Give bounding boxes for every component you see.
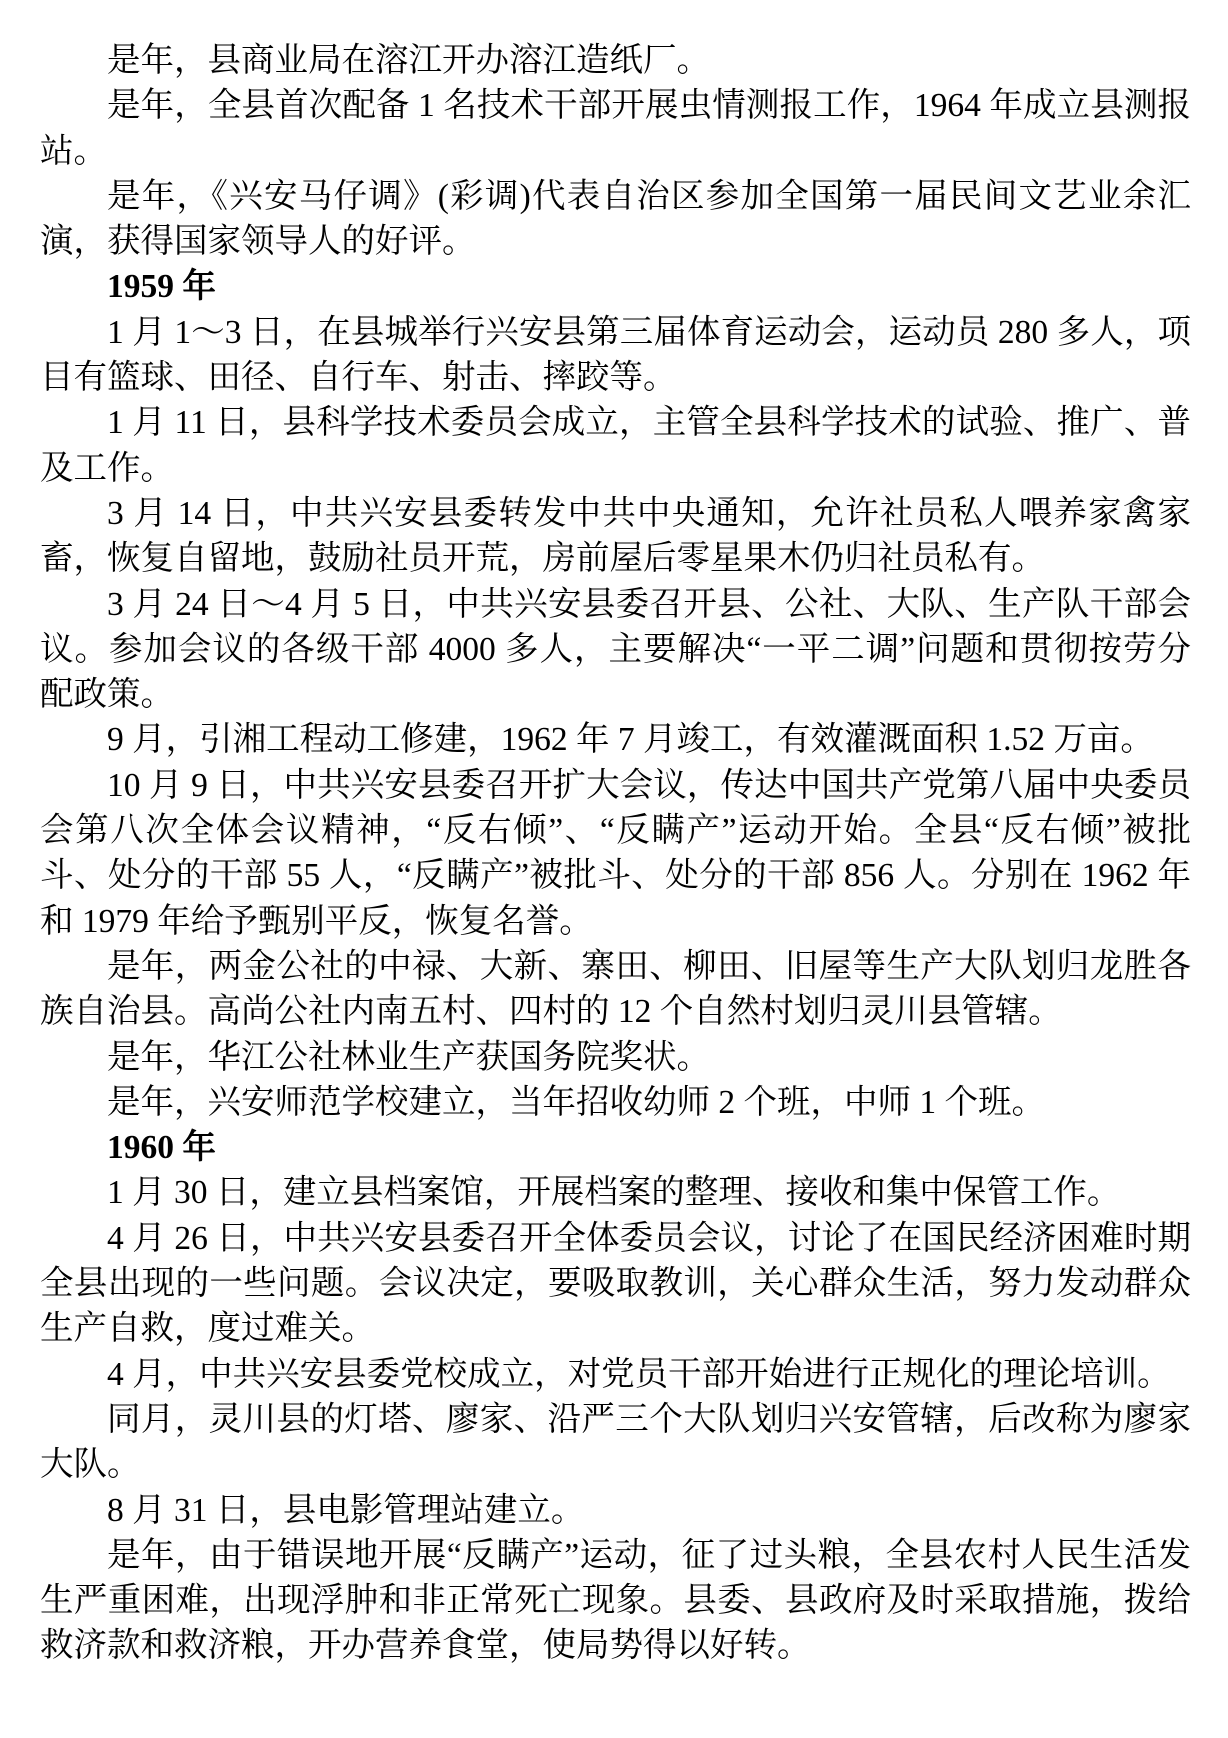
document-body	[40, 38, 1191, 1669]
paragraph: 1 月 30 日，建立县档案馆，开展档案的整理、接收和集中保管工作。	[107, 1174, 1121, 1212]
year-heading: 1960 年	[107, 1129, 216, 1167]
paragraph: 3 月 14 日，中共兴安县委转发中共中央通知，允许社员私人喂养家禽家畜，恢复自留地，鼓励社员开荒，房前屋后零星果木仍归社员私有。	[40, 494, 1191, 578]
paragraph: 3 月 24 日～4 月 5 日，中共兴安县委召开县、公社、大队、生产队干部会议。参加会议的各级干部 4000 多人，主要解决“一平二调”问题和贯彻按劳分配政策。	[40, 585, 1191, 714]
paragraph: 是年，县商业局在溶江开办溶江造纸厂。	[107, 42, 710, 79]
paragraph: 4 月，中共兴安县委党校成立，对党员干部开始进行正规化的理论培训。	[107, 1355, 1171, 1393]
paragraph: 4 月 26 日，中共兴安县委召开全体委员会议，讨论了在国民经济困难时期全县出现的一些问题。会议决定，要吸取教训，关心群众生活，努力发动群众生产自救，度过难关。	[40, 1219, 1191, 1348]
paragraph: 同月，灵川县的灯塔、廖家、沿严三个大队划归兴安管辖，后改称为廖家大队。	[40, 1400, 1191, 1484]
paragraph: 是年，两金公社的中禄、大新、寨田、柳田、旧屋等生产大队划归龙胜各族自治县。高尚公社内南五村、四村的 12 个自然村划归灵川县管辖。	[40, 947, 1191, 1031]
paragraph: 是年，全县首次配备 1 名技术干部开展虫情测报工作，1964 年成立县测报站。	[40, 87, 1191, 170]
paragraph: 是年，华江公社林业生产获国务院奖状。	[107, 1038, 710, 1076]
paragraph: 是年，《兴安马仔调》(彩调)代表自治区参加全国第一届民间文艺业余汇演，获得国家领导人的好评。	[40, 177, 1191, 261]
paragraph: 1 月 11 日，县科学技术委员会成立，主管全县科学技术的试验、推广、普及工作。	[40, 404, 1191, 487]
year-heading: 1959 年	[107, 268, 216, 306]
paragraph: 是年，由于错误地开展“反瞒产”运动，征了过头粮，全县农村人民生活发生严重困难，出现浮肿和非正常死亡现象。县委、县政府及时采取措施，拨给救济款和救济粮，开办营养食堂，使局势得以好转。	[40, 1536, 1191, 1665]
paragraph: 9 月，引湘工程动工修建，1962 年 7 月竣工，有效灌溉面积 1.52 万亩。	[107, 721, 1154, 759]
paragraph: 是年，兴安师范学校建立，当年招收幼师 2 个班，中师 1 个班。	[107, 1083, 1045, 1121]
paragraph: 1 月 1～3 日，在县城举行兴安县第三届体育运动会，运动员 280 多人，项目有篮球、田径、自行车、射击、摔跤等。	[40, 313, 1191, 397]
paragraph: 10 月 9 日，中共兴安县委召开扩大会议，传达中国共产党第八届中央委员会第八次全体会议精神，“反右倾”、“反瞒产”运动开始。全县“反右倾”被批斗、处分的干部 55 人，“反瞒产”被批斗、处分的干部 856 人。分别在 1962 年和 1979 年给予甄别平反，恢复名誉。	[40, 766, 1191, 940]
paragraph: 8 月 31 日，县电影管理站建立。	[107, 1491, 585, 1529]
